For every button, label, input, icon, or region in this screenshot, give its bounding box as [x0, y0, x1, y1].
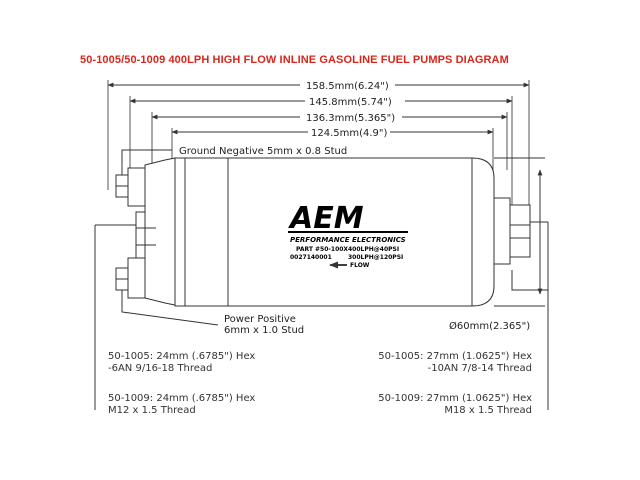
diameter-label: Ø60mm(2.365"): [449, 321, 531, 332]
spec-right-1009-b: M18 x 1.5 Thread: [444, 405, 532, 416]
dim-label-145: 145.8mm(5.74"): [309, 97, 392, 108]
ground-label: Ground Negative 5mm x 0.8 Stud: [179, 146, 348, 157]
spec-left-1009-b: M12 x 1.5 Thread: [108, 405, 196, 416]
outlet-collar: [494, 198, 510, 264]
part-number: PART #50-100X: [296, 246, 349, 253]
dimension-lines: [108, 85, 529, 132]
serial-number: 0027140001: [290, 254, 332, 261]
dim-label-136: 136.3mm(5.365"): [306, 113, 396, 124]
power-label-2: 6mm x 1.0 Stud: [224, 325, 305, 336]
power-label-1: Power Positive: [224, 314, 296, 325]
spec-left-1005-a: 50-1005: 24mm (.6785") Hex: [108, 351, 256, 362]
power-stud-base: [128, 258, 145, 298]
spec-right-1005-b: -10AN 7/8-14 Thread: [427, 363, 532, 374]
aem-logo: AEM: [290, 201, 364, 236]
outlet-fitting: [510, 205, 530, 257]
dim-label-124: 124.5mm(4.9"): [311, 128, 388, 139]
rating-1: 400LPH@40PSI: [348, 246, 400, 253]
logo-subtitle: PERFORMANCE ELECTRONICS: [290, 236, 406, 244]
rating-2: 300LPH@120PSI: [348, 254, 404, 261]
page-title: 50-1005/50-1009 400LPH HIGH FLOW INLINE GASOLINE FUEL PUMPS DIAGRAM: [80, 54, 509, 66]
spec-right-1009-a: 50-1009: 27mm (1.0625") Hex: [378, 393, 532, 404]
flow-label: FLOW: [350, 262, 370, 269]
dim-label-158: 158.5mm(6.24"): [306, 81, 389, 92]
spec-right-1005-a: 50-1005: 27mm (1.0625") Hex: [378, 351, 532, 362]
spec-left-1005-b: -6AN 9/16-18 Thread: [108, 363, 213, 374]
spec-left-1009-a: 50-1009: 24mm (.6785") Hex: [108, 393, 256, 404]
ground-stud-base: [128, 168, 145, 206]
end-cap: [145, 158, 175, 305]
